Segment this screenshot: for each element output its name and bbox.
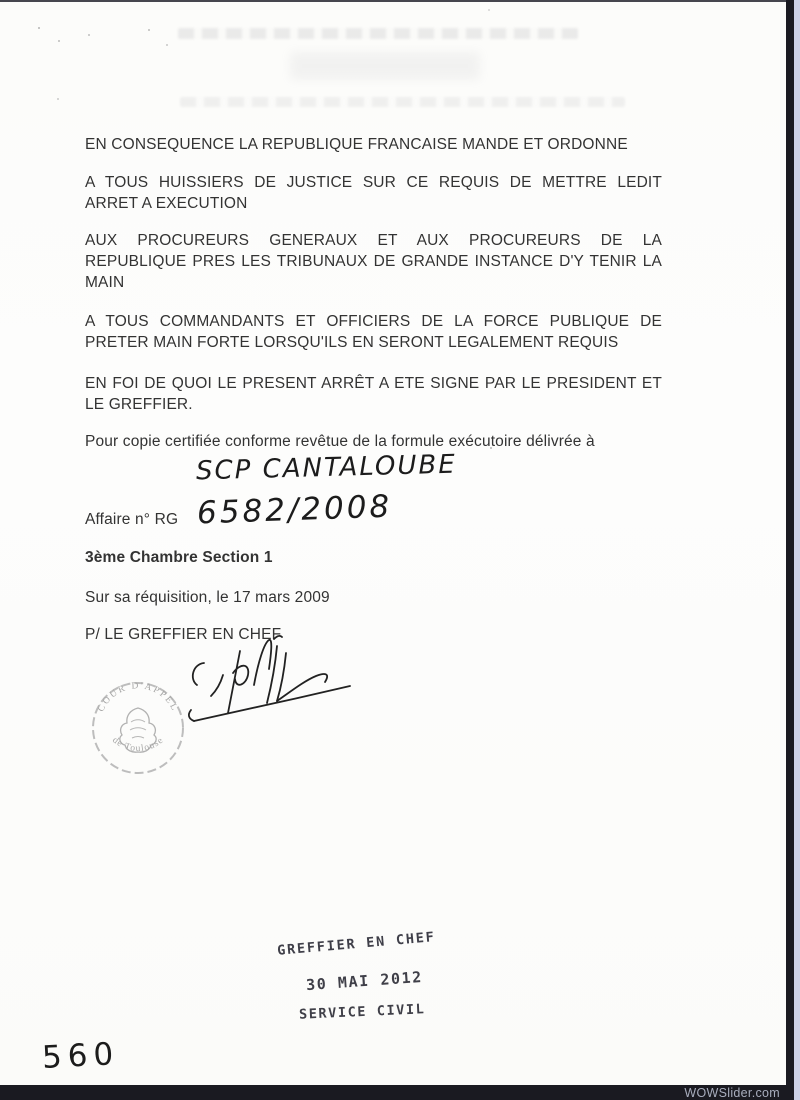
signatory-title: P/ LE GREFFIER EN CHEF [85, 626, 282, 643]
paragraph-line: LE GREFFIER. [85, 396, 193, 413]
bleed-through-smudge [290, 52, 480, 80]
requisition-date-line: Sur sa réquisition, le 17 mars 2009 [85, 589, 330, 606]
bleed-through-text-band [180, 97, 625, 107]
court-seal-stamp [88, 678, 188, 778]
date-stamp-date: 30 MAI 2012 [305, 967, 424, 995]
date-stamp-service: SERVICE CIVIL [298, 1001, 426, 1023]
bleed-through-text-band [178, 28, 578, 39]
scan-top-edge [0, 0, 794, 2]
scan-speckles [38, 27, 40, 29]
frame-bottom-band [0, 1085, 794, 1100]
paragraph-huissiers [85, 172, 662, 214]
date-stamp-title: GREFFIER EN CHEF [276, 929, 437, 959]
paragraph-line: MAIN [85, 274, 125, 291]
seal-top-text: COUR D'APPEL [96, 681, 180, 714]
handwritten-page-number: 560 [41, 1036, 121, 1076]
svg-text:COUR D'APPEL [96, 681, 179, 713]
paragraph-copie-certifiee [85, 431, 662, 452]
paragraph-line: A TOUS COMMANDANTS ET OFFICIERS DE LA FORCE PUBLIQUE DE [85, 313, 662, 330]
handwritten-recipient: SCP CANTALOUBE [195, 449, 458, 487]
svg-text:de Toulouse [110, 735, 166, 754]
paragraph-line: EN CONSEQUENCE LA REPUBLIQUE FRANCAISE MANDE ET ORDONNE [85, 136, 628, 153]
paragraph-line: A TOUS HUISSIERS DE JUSTICE SUR CE REQUIS DE METTRE LEDIT [85, 174, 662, 191]
paragraph-line: ARRET A EXECUTION [85, 195, 248, 212]
paragraph-commandants [85, 311, 662, 353]
chamber-section-line: 3ème Chambre Section 1 [85, 549, 273, 566]
frame-right-dark [786, 0, 794, 1100]
frame-right-light [794, 0, 800, 1100]
seal-bottom-text: de Toulouse [110, 735, 166, 755]
handwritten-case-number: 6582/2008 [196, 488, 393, 532]
paragraph-line: PRETER MAIN FORTE LORSQU'ILS EN SERONT LEGALEMENT REQUIS [85, 334, 619, 351]
paragraph-line: EN FOI DE QUOI LE PRESENT ARRÊT A ETE SIGNE PAR LE PRESIDENT ET [85, 375, 662, 392]
case-number-label: Affaire n° RG [85, 511, 179, 528]
signature-handwritten [178, 633, 378, 729]
paragraph-procureurs [85, 230, 662, 293]
paragraph-line: Pour copie certifiée conforme revêtue de la formule exécutoire délivrée à [85, 433, 595, 450]
wowslider-watermark: WOWSlider.com [684, 1085, 780, 1100]
paragraph-en-foi-de-quoi [85, 373, 662, 415]
paragraph-line: AUX PROCUREURS GENERAUX ET AUX PROCUREURS DE LA [85, 232, 662, 249]
paragraph-mande-et-ordonne [85, 134, 662, 155]
paragraph-line: REPUBLIQUE PRES LES TRIBUNAUX DE GRANDE INSTANCE D'Y TENIR LA [85, 253, 662, 270]
